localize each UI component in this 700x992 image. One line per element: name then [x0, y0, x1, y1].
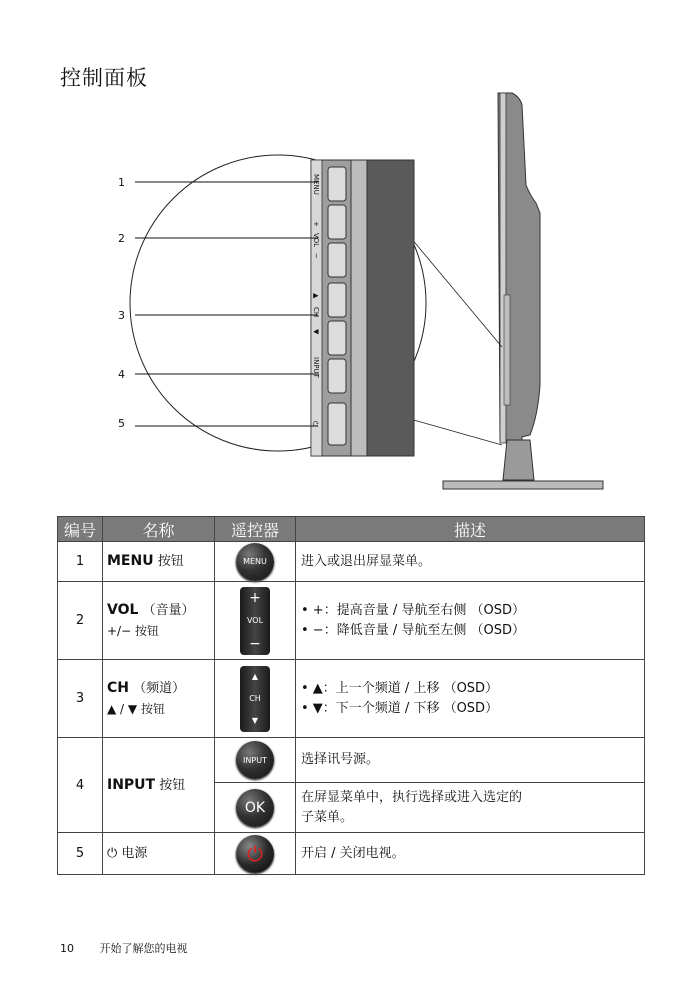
side-label-ch: CH: [312, 307, 320, 318]
row-description: • ▲：上一个频道 / 上移 （OSD） • ▼：下一个频道 / 下移 （OSD）: [296, 660, 645, 738]
row-number: 4: [58, 738, 103, 833]
channel-remote-button-icon: ▲ CH ▼: [240, 666, 270, 732]
zoomed-panel: [311, 160, 414, 456]
controls-table: [57, 516, 645, 875]
row-remote: [215, 542, 296, 582]
row-name: MENU 按钮: [103, 542, 215, 582]
footer-section-title: 开始了解您的电视: [99, 942, 188, 955]
input-remote-button-icon: INPUT: [236, 741, 274, 779]
row-name: VOL （音量） +/− 按钮: [103, 582, 215, 660]
row-description: 进入或退出屏显菜单。: [296, 542, 645, 582]
callout-2: 2: [118, 232, 125, 245]
table-header-row: [58, 517, 645, 542]
row-number: 1: [58, 542, 103, 582]
side-label-ch-up: ▲: [312, 293, 320, 299]
header-remote: 遥控器: [215, 517, 296, 542]
row-description: 选择讯号源。: [296, 738, 645, 783]
table-row: [58, 833, 645, 875]
row-number: 5: [58, 833, 103, 875]
table-row: [58, 582, 645, 660]
menu-remote-button-icon: MENU: [236, 543, 274, 581]
page-footer: [60, 940, 188, 956]
side-label-vol-plus: +: [312, 221, 320, 227]
control-panel-diagram: [0, 85, 700, 495]
side-label-ch-down: ▼: [312, 329, 320, 335]
row-remote: [215, 783, 296, 833]
footer-page-number: 10: [60, 942, 74, 955]
row-remote: [215, 582, 296, 660]
callouts: [118, 176, 318, 430]
callout-1: 1: [118, 176, 125, 189]
row-name: INPUT 按钮: [103, 738, 215, 833]
header-name: 名称: [103, 517, 215, 542]
row-description: 开启 / 关闭电视。: [296, 833, 645, 875]
side-label-power: ⏻: [311, 421, 319, 427]
callout-3: 3: [118, 309, 125, 322]
header-number: 编号: [58, 517, 103, 542]
tv-side-profile: [443, 93, 603, 489]
row-number: 3: [58, 660, 103, 738]
row-name: ⏻ 电源: [103, 833, 215, 875]
power-symbol-icon: ⏻: [107, 845, 118, 861]
side-label-menu: MENU: [312, 174, 320, 195]
side-label-input: INPUT: [312, 357, 320, 378]
callout-4: 4: [118, 368, 125, 381]
row-remote: [215, 738, 296, 783]
ok-remote-button-icon: OK: [236, 789, 274, 827]
row-remote: [215, 660, 296, 738]
power-remote-button-icon: ⏻: [236, 835, 274, 873]
callout-5: 5: [118, 417, 125, 430]
row-description: • +：提高音量 / 导航至右侧 （OSD） • −：降低音量 / 导航至左侧 （OSD）: [296, 582, 645, 660]
side-label-vol-minus: −: [312, 253, 320, 259]
table-row: [58, 738, 645, 783]
row-description: 在屏显菜单中，执行选择或进入选定的 子菜单。: [296, 783, 645, 833]
page-title: 控制面板: [60, 66, 148, 90]
row-number: 2: [58, 582, 103, 660]
row-remote: [215, 833, 296, 875]
table-row: [58, 542, 645, 582]
row-name: CH （频道） ▲ / ▼ 按钮: [103, 660, 215, 738]
header-description: 描述: [296, 517, 645, 542]
volume-remote-button-icon: + VOL −: [240, 587, 270, 655]
table-row: [58, 660, 645, 738]
side-label-vol: VOL: [312, 233, 320, 248]
